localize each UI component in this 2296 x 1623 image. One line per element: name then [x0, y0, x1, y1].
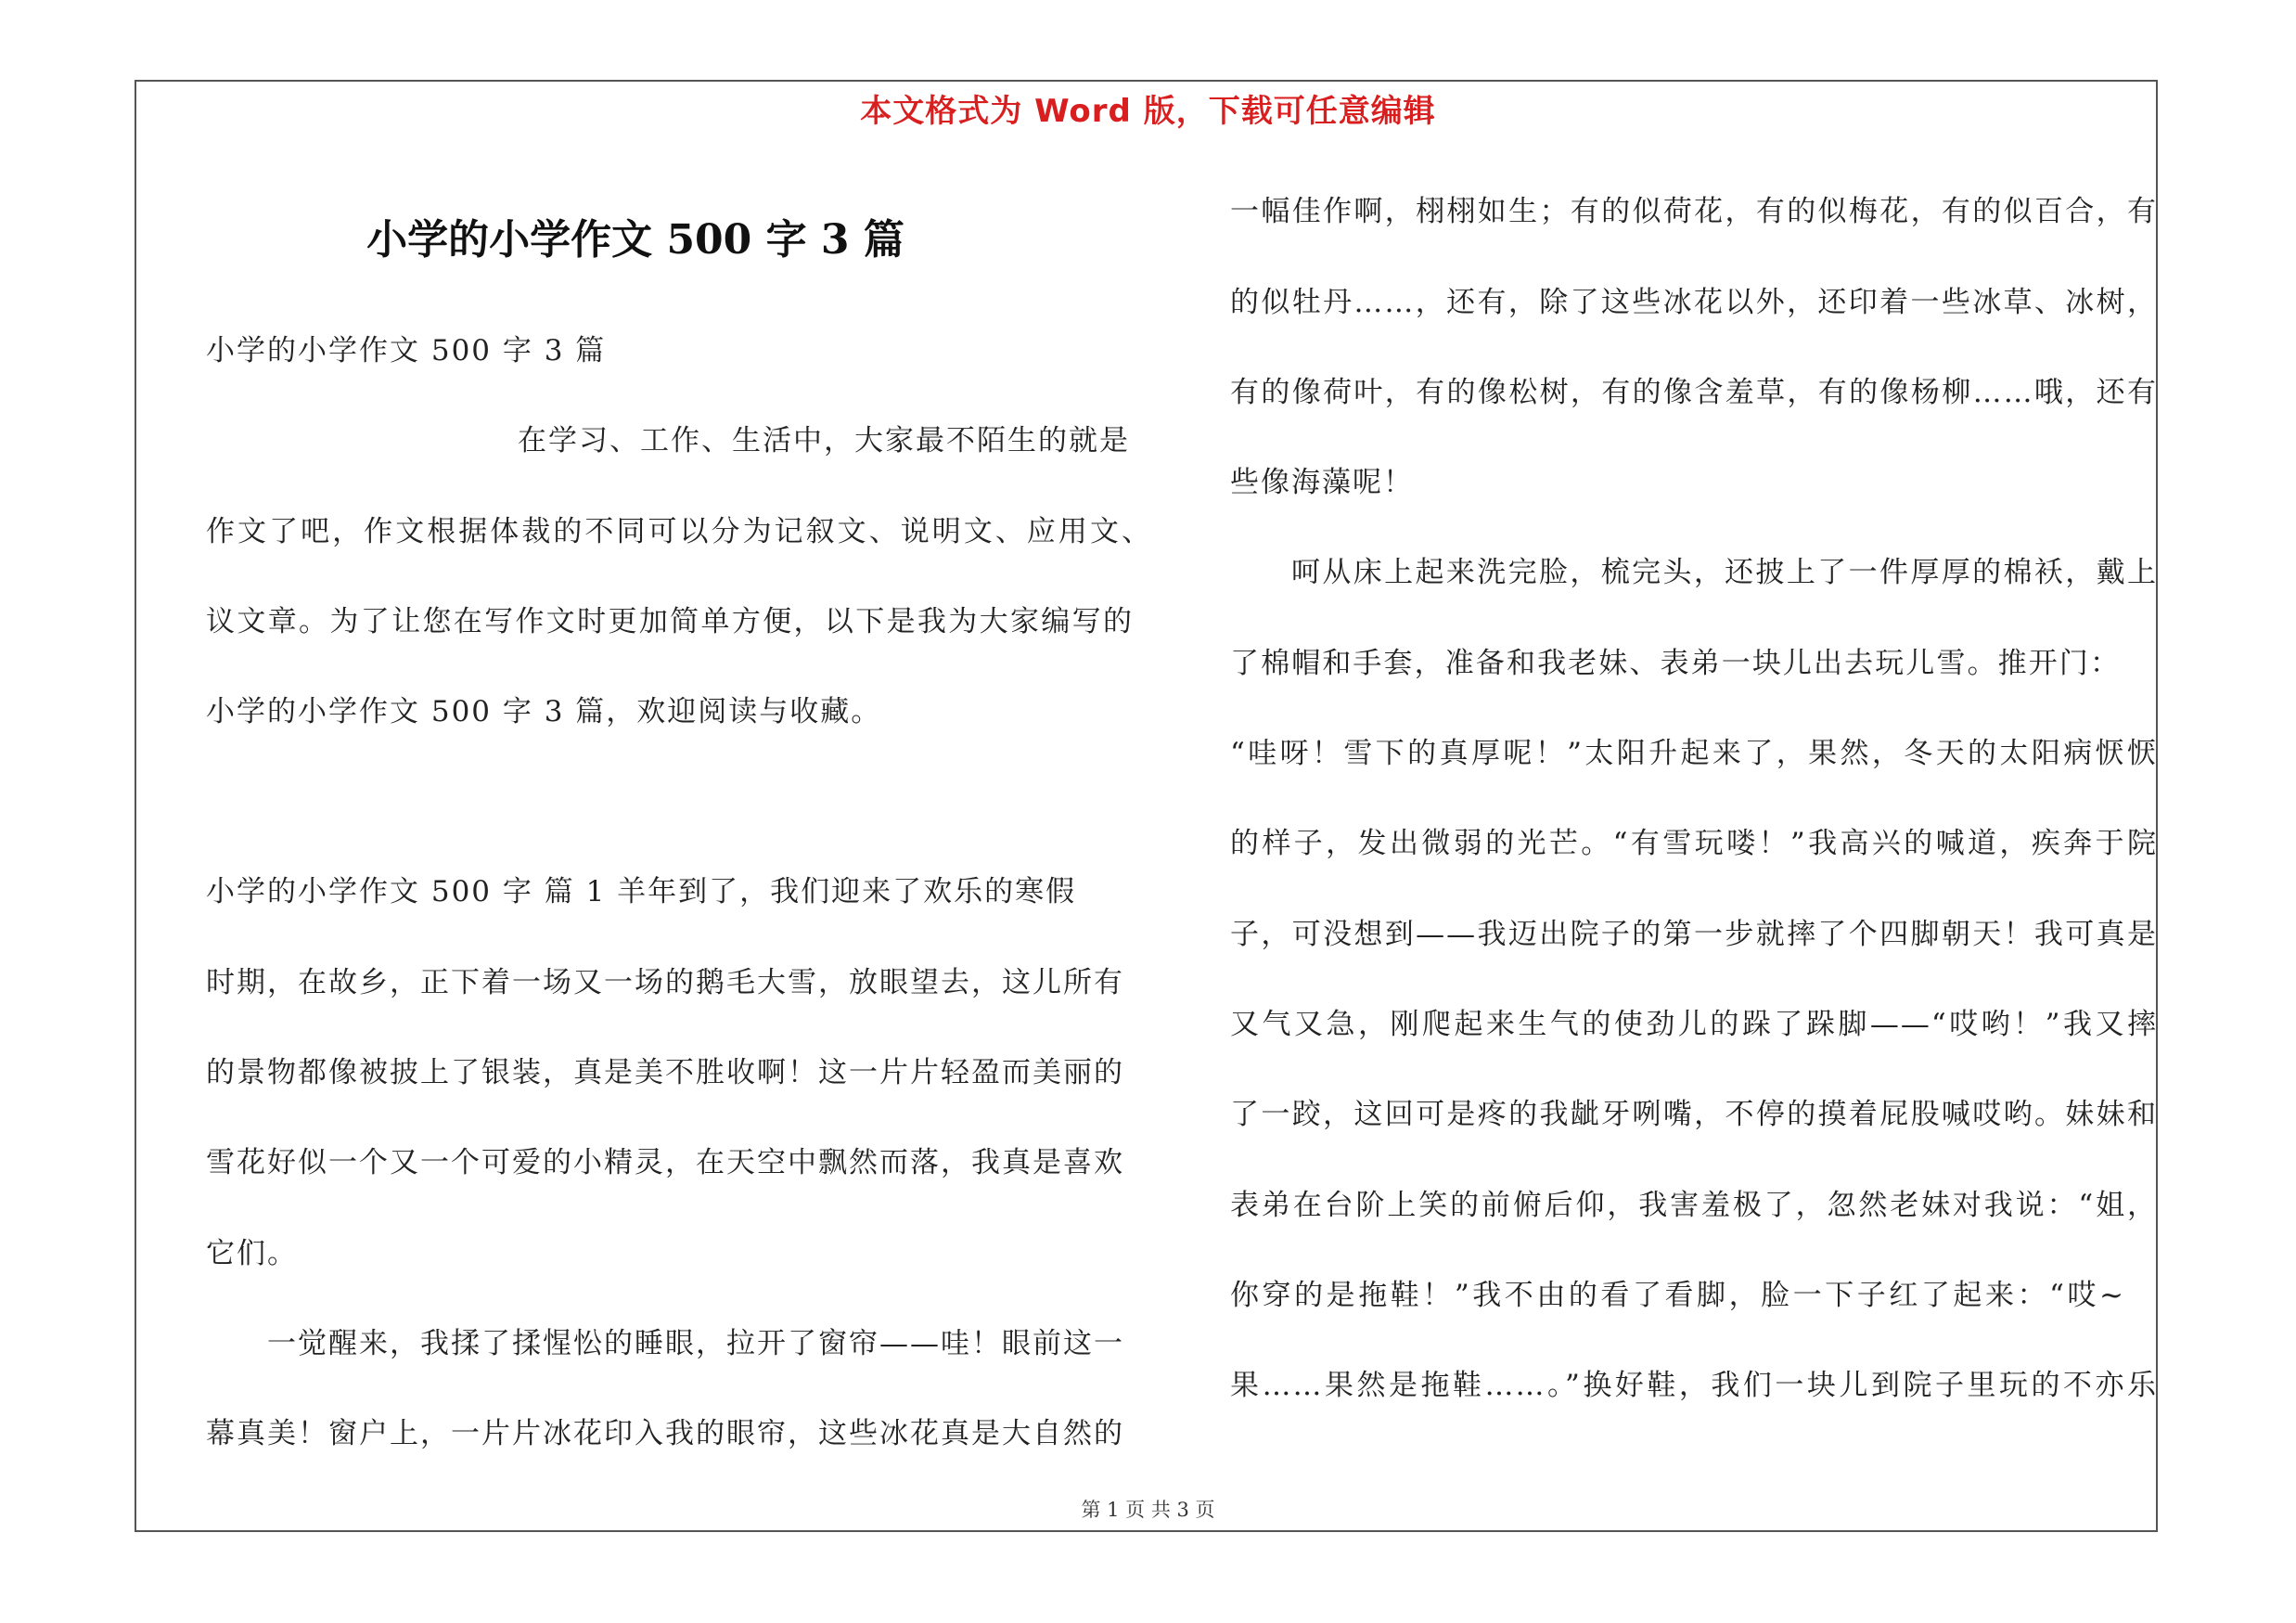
body-line: 时期，在故乡，正下着一场又一场的鹅毛大雪，放眼望去，这儿所有	[206, 966, 1124, 999]
body-line: 果……果然是拖鞋……。”换好鞋，我们一块儿到院子里玩的不亦乐	[1230, 1369, 2158, 1402]
body-line: 呵从床上起来洗完脸，梳完头，还披上了一件厚厚的棉袄，戴上	[1291, 556, 2158, 589]
body-line: 有的像荷叶，有的像松树，有的像含羞草，有的像杨柳……哦，还有	[1230, 376, 2158, 409]
body-line: “哇呀！雪下的真厚呢！”太阳升起来了，果然，冬天的太阳病恹恹	[1230, 737, 2158, 770]
body-line: 子，可没想到——我迈出院子的第一步就摔了个四脚朝天！我可真是	[1230, 918, 2158, 951]
body-line: 议文章。为了让您在写作文时更加简单方便，以下是我为大家编写的	[206, 605, 1134, 638]
body-line: 又气又急，刚爬起来生气的使劲儿的跺了跺脚——“哎哟！”我又摔	[1230, 1008, 2158, 1041]
body-line: 在学习、工作、生活中，大家最不陌生的就是	[518, 424, 1130, 457]
body-line: 它们。	[206, 1237, 298, 1270]
body-line: 雪花好似一个又一个可爱的小精灵，在天空中飘然而落，我真是喜欢	[206, 1146, 1124, 1179]
section-heading-line: 小学的小学作文 500 字 篇 1 羊年到了，我们迎来了欢乐的寒假	[206, 875, 1077, 908]
body-line: 的景物都像被披上了银装，真是美不胜收啊！这一片片轻盈而美丽的	[206, 1056, 1124, 1089]
body-line: 小学的小学作文 500 字 3 篇，欢迎阅读与收藏。	[206, 695, 882, 728]
format-banner: 本文格式为 Word 版，下载可任意编辑	[860, 93, 1436, 130]
body-line: 一幅佳作啊，栩栩如生；有的似荷花，有的似梅花，有的似百合，有	[1230, 195, 2158, 228]
body-line: 作文了吧，作文根据体裁的不同可以分为记叙文、说明文、应用文、	[206, 515, 1152, 548]
body-line: 些像海藻呢！	[1230, 466, 1414, 499]
body-line: 表弟在台阶上笑的前俯后仰，我害羞极了，忽然老妹对我说：“姐，	[1230, 1189, 2158, 1222]
page-number: 第 1 页 共 3 页	[1081, 1499, 1215, 1521]
body-line: 的样子，发出微弱的光芒。“有雪玩喽！”我高兴的喊道，疾奔于院	[1230, 827, 2158, 860]
body-line: 你穿的是拖鞋！”我不由的看了看脚，脸一下子红了起来：“哎~	[1230, 1279, 2125, 1312]
subtitle-line: 小学的小学作文 500 字 3 篇	[206, 334, 607, 367]
body-line: 幕真美！窗户上，一片片冰花印入我的眼帘，这些冰花真是大自然的	[206, 1417, 1124, 1450]
body-line: 的似牡丹……，还有，除了这些冰花以外，还印着一些冰草、冰树，	[1230, 286, 2158, 319]
body-line: 了一跤，这回可是疼的我龇牙咧嘴，不停的摸着屁股喊哎哟。妹妹和	[1230, 1098, 2158, 1131]
body-line: 了棉帽和手套，准备和我老妹、表弟一块儿出去玩儿雪。推开门：	[1230, 647, 2121, 680]
body-line: 一觉醒来，我揉了揉惺忪的睡眼，拉开了窗帘——哇！眼前这一	[267, 1327, 1124, 1360]
document-title: 小学的小学作文 500 字 3 篇	[366, 216, 904, 264]
